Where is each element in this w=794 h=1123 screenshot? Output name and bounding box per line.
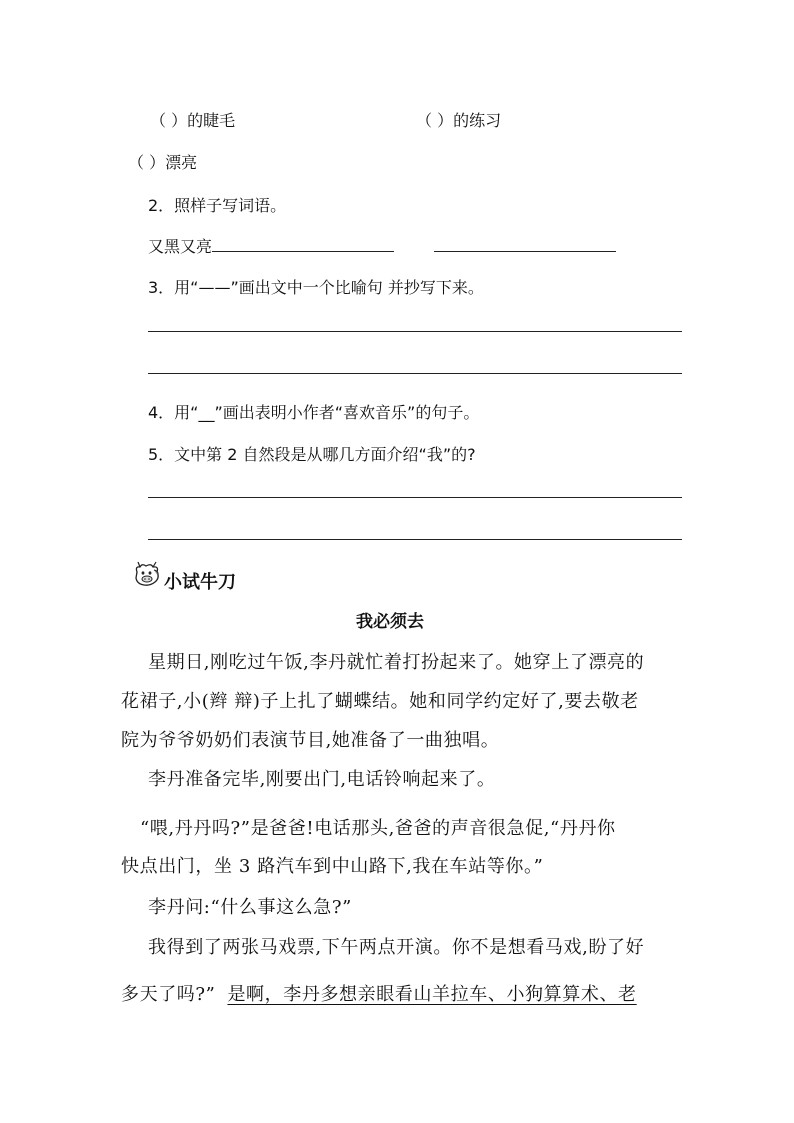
story-line: 快点出门，坐 3 路汽车到中山路下,我在车站等你。”: [121, 856, 544, 877]
answer-line[interactable]: [148, 331, 682, 332]
story-line: 多天了吗?”: [121, 984, 216, 1005]
answer-line[interactable]: [148, 497, 682, 498]
story-title: 我必须去: [356, 612, 424, 632]
answer-line[interactable]: [148, 373, 682, 374]
example-word: 又黑又亮: [148, 237, 213, 256]
story-line: 星期日,刚吃过午饭,李丹就忙着打扮起来了。她穿上了漂亮的: [148, 652, 645, 673]
cow-icon: [132, 560, 162, 592]
story-line: 院为爷爷奶奶们表演节目,她准备了一曲独唱。: [121, 730, 500, 751]
story-line: “喂,丹丹吗?”是爸爸!电话那头,爸爸的声音很急促,“丹丹你: [140, 818, 616, 839]
answer-line[interactable]: [148, 539, 682, 540]
blank-beautiful: （ ）漂亮: [128, 153, 198, 172]
story-line: 李丹准备完毕,刚要出门,电话铃响起来了。: [148, 769, 496, 790]
story-line: 花裙子,小(辫 辩)子上扎了蝴蝶结。她和同学约定好了,要去敬老: [121, 691, 639, 712]
question-5: 5．文中第 2 自然段是从哪几方面介绍“我”的?: [148, 445, 476, 464]
section-title: 小试牛刀: [164, 572, 236, 593]
blank-eyelash: （ ）的睫毛: [150, 111, 236, 130]
answer-blank-2[interactable]: [434, 237, 616, 252]
blank-practice: （ ）的练习: [416, 111, 502, 130]
story-line: 李丹问:“什么事这么急?”: [148, 897, 352, 918]
question-3: 3．用“——”画出文中一个比喻句 并抄写下来。: [148, 278, 484, 297]
question-4: 4．用“__”画出表明小作者“喜欢音乐”的句子。: [148, 403, 480, 422]
story-line: 我得到了两张马戏票,下午两点开演。你不是想看马戏,盼了好: [148, 937, 645, 958]
underlined-sentence: 是啊，李丹多想亲眼看山羊拉车、小狗算算术、老: [227, 984, 637, 1005]
answer-blank-1[interactable]: [212, 237, 394, 252]
story-line-last: [121, 980, 637, 1006]
example-word-row: [148, 234, 616, 257]
question-2: 2．照样子写词语。: [148, 196, 287, 215]
